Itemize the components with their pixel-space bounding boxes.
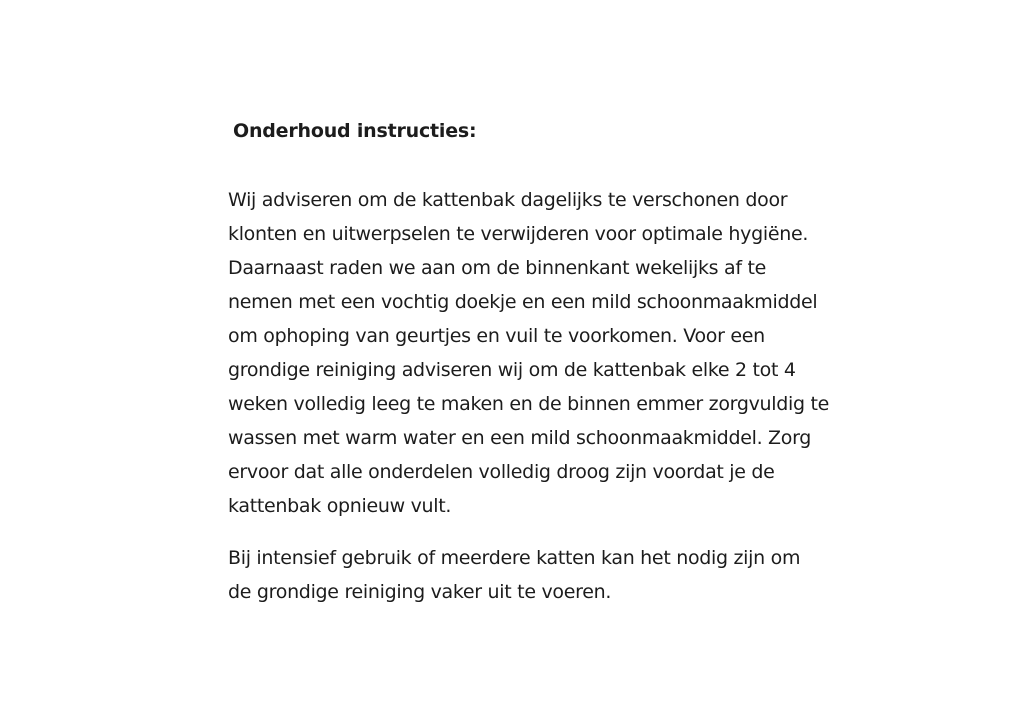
paragraph-instructions — [228, 183, 829, 523]
paragraph-line: kattenbak opnieuw vult. — [228, 495, 452, 517]
document-heading: Onderhoud instructies: — [233, 120, 477, 142]
paragraph-line: nemen met een vochtig doekje en een mild schoonmaakmiddel — [228, 291, 818, 313]
paragraph-line: weken volledig leeg te maken en de binnen emmer zorgvuldig te — [228, 393, 830, 415]
paragraph-intensive-use — [228, 541, 800, 609]
paragraph-line: grondige reiniging adviseren wij om de kattenbak elke 2 tot 4 — [228, 359, 796, 381]
paragraph-line: om ophoping van geurtjes en vuil te voorkomen. Voor een — [228, 325, 765, 347]
paragraph-line: ervoor dat alle onderdelen volledig droog zijn voordat je de — [228, 461, 775, 483]
paragraph-line: de grondige reiniging vaker uit te voeren. — [228, 581, 612, 603]
paragraph-line: klonten en uitwerpselen te verwijderen voor optimale hygiëne. — [228, 223, 809, 245]
paragraph-line: Bij intensief gebruik of meerdere katten kan het nodig zijn om — [228, 547, 801, 569]
paragraph-line: Wij adviseren om de kattenbak dagelijks te verschonen door — [228, 189, 788, 211]
paragraph-line: Daarnaast raden we aan om de binnenkant wekelijks af te — [228, 257, 767, 279]
paragraph-line: wassen met warm water en een mild schoonmaakmiddel. Zorg — [228, 427, 812, 449]
